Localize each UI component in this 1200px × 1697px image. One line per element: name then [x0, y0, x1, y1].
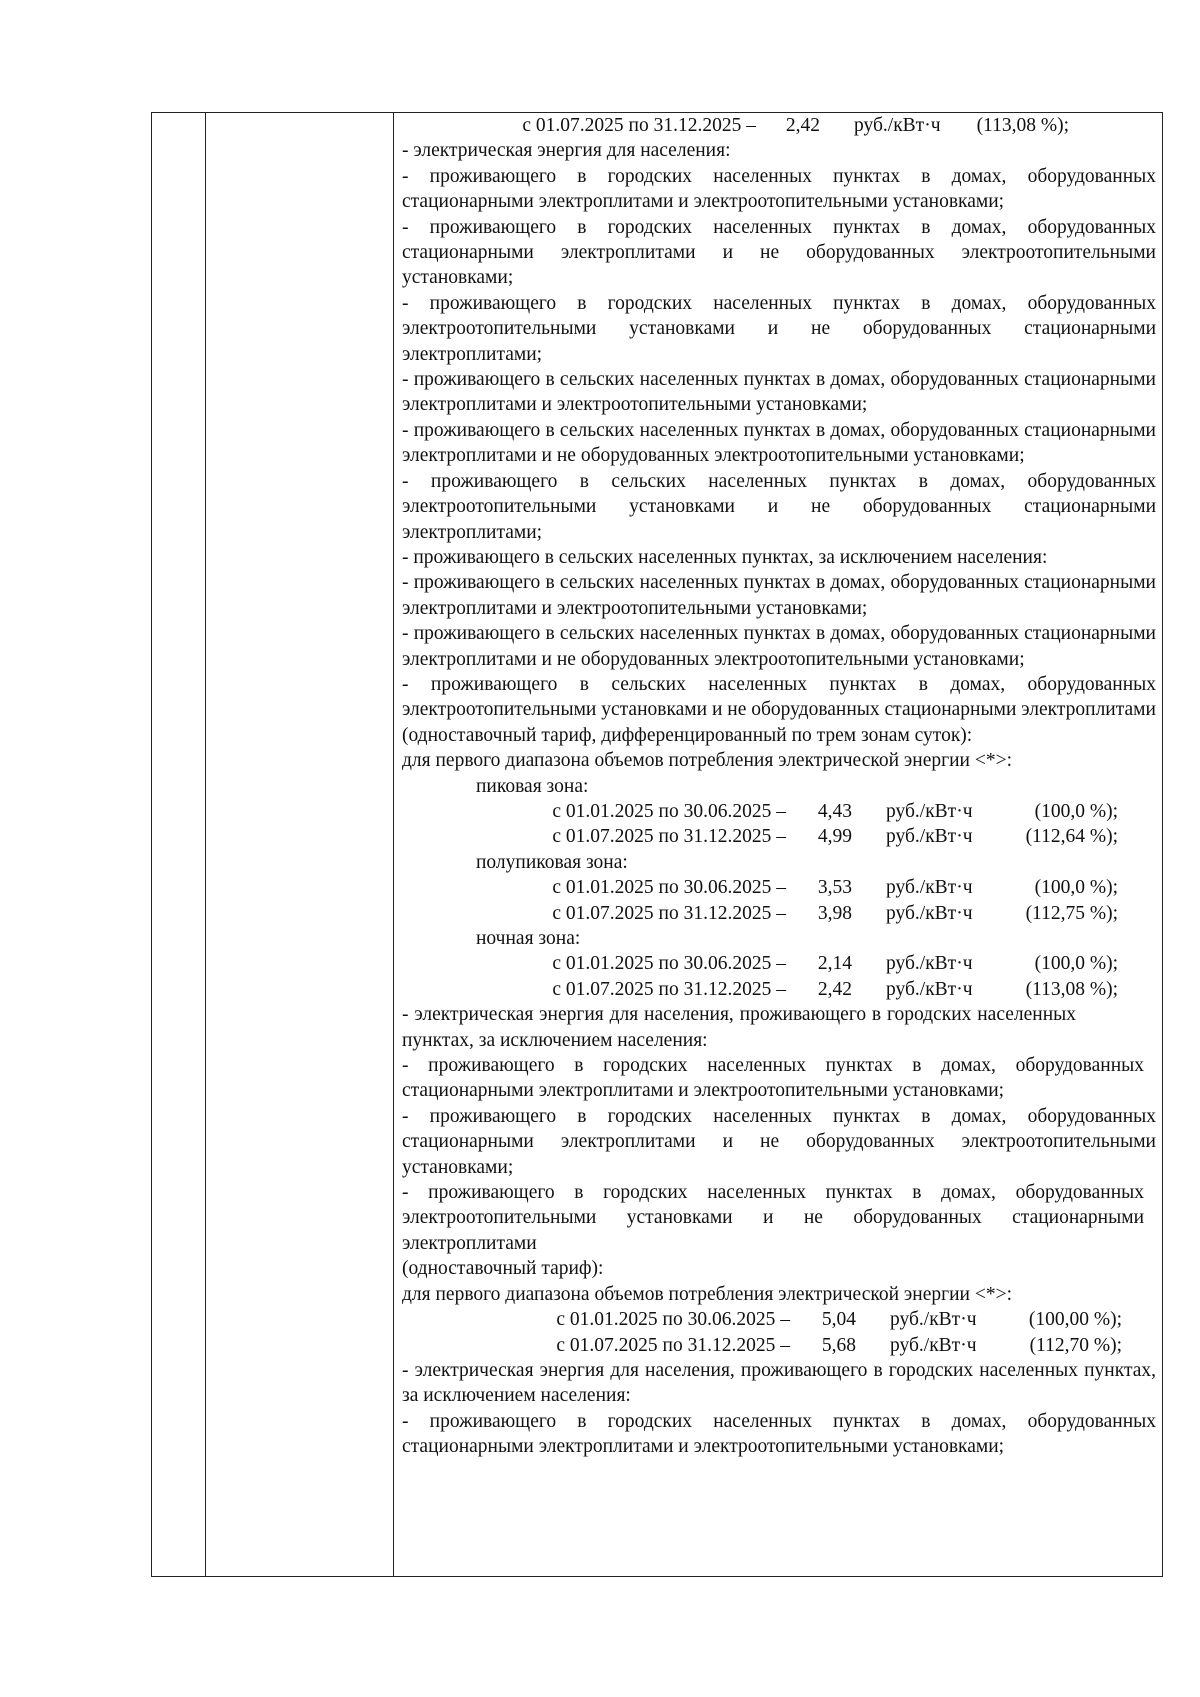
- paragraph: для первого диапазона объемов потребления электрической энергии <*>:: [402, 1283, 1013, 1305]
- paragraph: - проживающего в сельских населенных пунктах в домах, оборудованных электроотопительными установками и не оборудованных стационарными электроплитами: [402, 673, 1156, 721]
- tariff-row: с 01.07.2025 по 31.12.2025 – 2,42 руб./кВт·ч (113,08 %);: [522, 115, 1069, 136]
- tariff-row: с 01.01.2025 по 30.06.2025 – 3,53 руб./кВт·ч (100,0 %);: [552, 877, 1118, 899]
- paragraph: - проживающего в сельских населенных пунктах в домах, оборудованных стационарными электроплитами и электроотопительными установками;: [402, 369, 1156, 416]
- column-divider-1: [205, 113, 206, 1576]
- column-divider-2: [393, 113, 394, 1576]
- zone-label-night: ночная зона:: [476, 928, 581, 949]
- tariff-row: с 01.07.2025 по 31.12.2025 – 2,42 руб./кВт·ч (113,08 %);: [552, 978, 1118, 1000]
- paragraph: - проживающего в городских населенных пунктах в домах, оборудованных электроотопительными установками и не оборудованных стационарными электроплитами;: [402, 292, 1156, 365]
- paragraph: - проживающего в городских населенных пунктах в домах, оборудованных стационарными электроплитами и электроотопительными установками;: [402, 165, 1156, 213]
- paragraph: - электрическая энергия для населения:: [402, 140, 731, 162]
- paragraph: - проживающего в городских населенных пунктах в домах, оборудованных стационарными электроплитами и электроотопительными установками;: [402, 1055, 1144, 1102]
- tariff-row: с 01.07.2025 по 31.12.2025 – 4,99 руб./кВт·ч (112,64 %);: [552, 826, 1118, 848]
- paragraph: - электрическая энергия для населения, проживающего в городских населенных пунктах, за исключением населения:: [402, 1359, 1156, 1407]
- paragraph: - проживающего в сельских населенных пунктах в домах, оборудованных стационарными электроплитами и не оборудованных электроотопительными установками;: [402, 419, 1156, 467]
- tariff-row: с 01.01.2025 по 30.06.2025 – 5,04 руб./кВт·ч (100,00 %);: [556, 1309, 1122, 1331]
- tariff-row: с 01.07.2025 по 31.12.2025 – 5,68 руб./кВт·ч (112,70 %);: [556, 1334, 1122, 1356]
- zone-label-half-peak: полупиковая зона:: [476, 851, 628, 873]
- paragraph: (одноставочный тариф):: [402, 1258, 604, 1280]
- paragraph: - проживающего в городских населенных пунктах в домах, оборудованных электроотопительными установками и не оборудованных стационарными электроплитами: [402, 1182, 1144, 1254]
- tariff-row: с 01.01.2025 по 30.06.2025 – 4,43 руб./кВт·ч (100,0 %);: [552, 800, 1118, 822]
- paragraph: - проживающего в городских населенных пунктах в домах, оборудованных стационарными электроплитами и не оборудованных электроотопительными установками;: [402, 216, 1156, 289]
- paragraph: - проживающего в сельских населенных пунктах, за исключением населения:: [402, 546, 1048, 568]
- paragraph: для первого диапазона объемов потребления электрической энергии <*>:: [402, 750, 1013, 772]
- paragraph: - проживающего в городских населенных пунктах в домах, оборудованных стационарными электроплитами и электроотопительными установками;: [402, 1410, 1156, 1458]
- paragraph: (одноставочный тариф, дифференцированный по трем зонам суток):: [402, 724, 973, 746]
- paragraph: - проживающего в сельских населенных пунктах в домах, оборудованных стационарными электроплитами и не оборудованных электроотопительными установками;: [402, 623, 1156, 670]
- tariff-description-cell: [402, 113, 1156, 1460]
- tariff-table: [151, 112, 1163, 1577]
- tariff-row: с 01.01.2025 по 30.06.2025 – 2,14 руб./кВт·ч (100,0 %);: [552, 953, 1118, 975]
- paragraph: - электрическая энергия для населения, проживающего в городских населенных пунктах, за исключением населения:: [402, 1004, 1076, 1051]
- tariff-row: с 01.07.2025 по 31.12.2025 – 3,98 руб./кВт·ч (112,75 %);: [552, 902, 1118, 924]
- paragraph: - проживающего в сельских населенных пунктах в домах, оборудованных электроотопительными установками и не оборудованных стационарными электроплитами;: [402, 470, 1156, 543]
- zone-label-peak: пиковая зона:: [476, 775, 589, 797]
- paragraph: - проживающего в городских населенных пунктах в домах, оборудованных стационарными электроплитами и не оборудованных электроотопительными установками;: [402, 1105, 1156, 1178]
- paragraph: - проживающего в сельских населенных пунктах в домах, оборудованных стационарными электроплитами и электроотопительными установками;: [402, 572, 1156, 619]
